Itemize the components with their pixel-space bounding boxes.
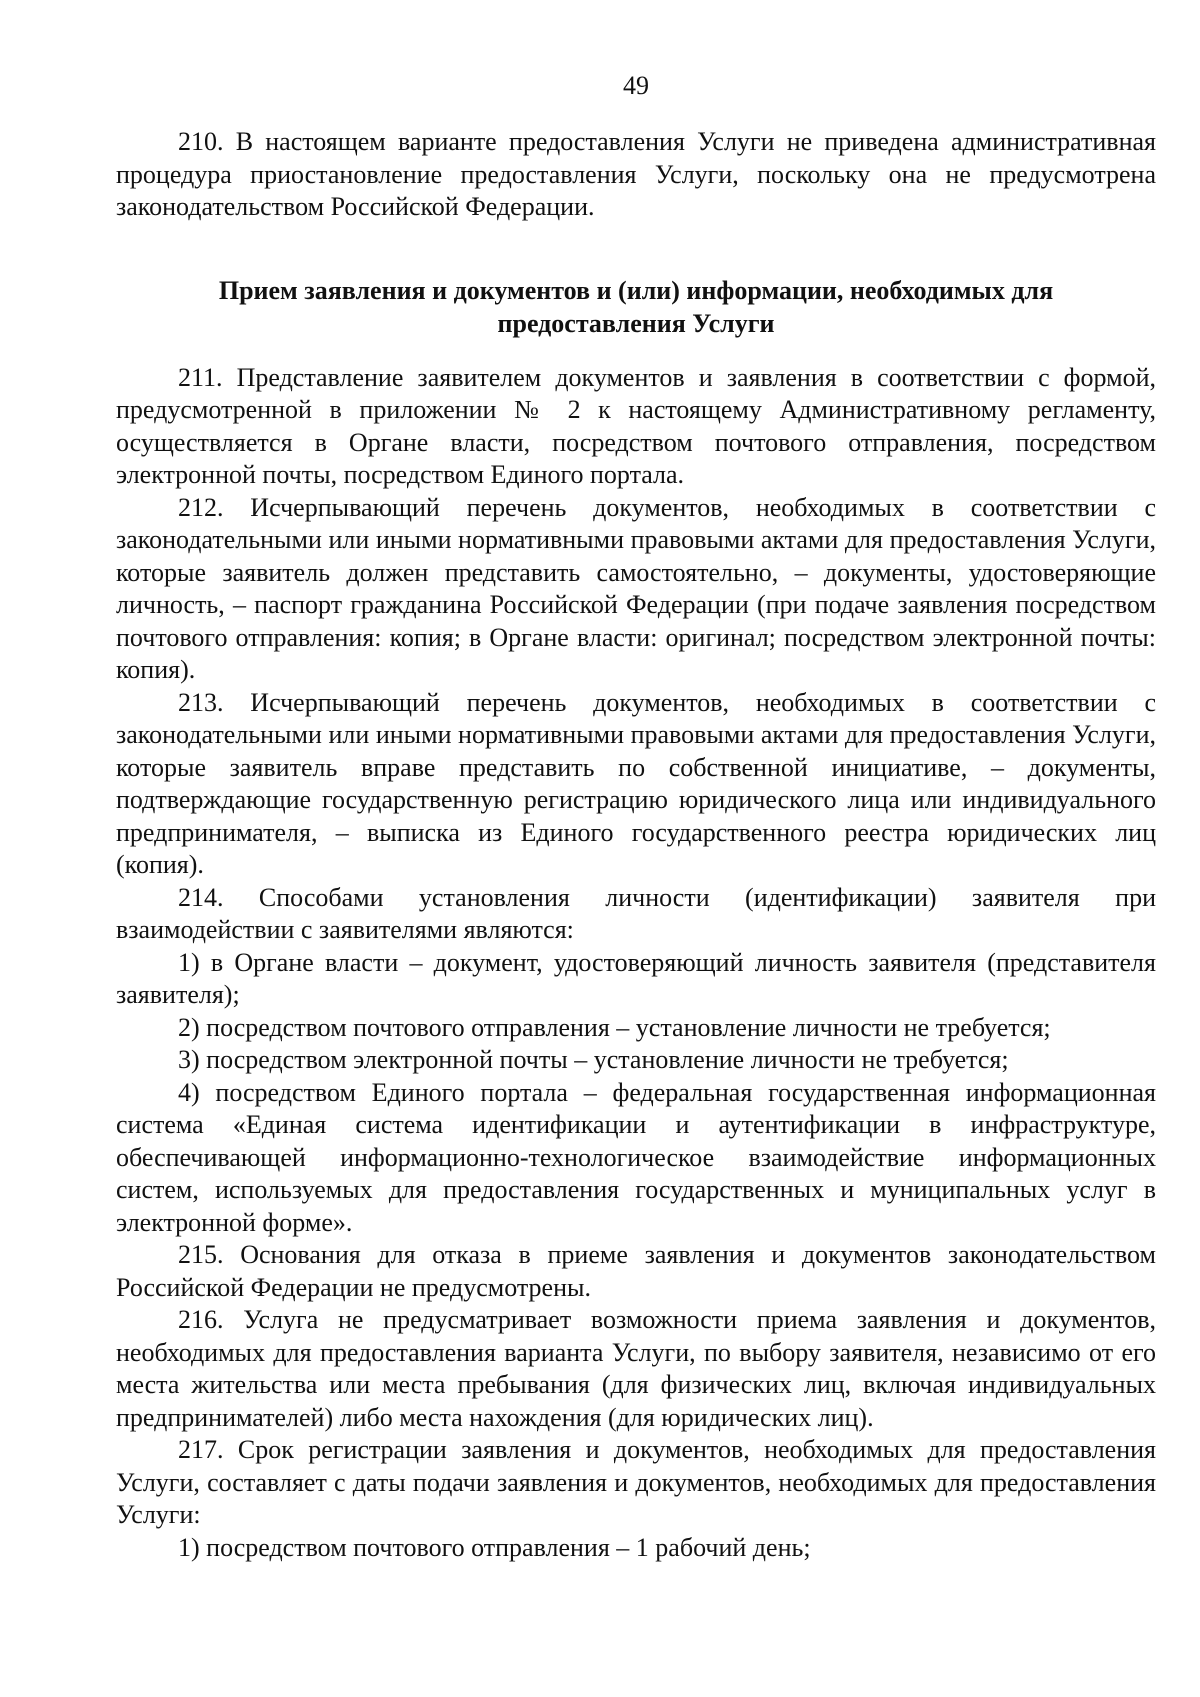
paragraph-216: 216. Услуга не предусматривает возможности приема заявления и документов, необходимых для предоставления варианта Услуги, по выбору заявителя, независимо от его места жительства или места пребывания (для физических лиц, включая индивидуальных предпринимателей) либо места нахождения (для юридических лиц). <box>116 1305 1156 1432</box>
paragraph-214-item-2: 2) посредством почтового отправления – установление личности не требуется; <box>178 1012 1051 1042</box>
section-heading <box>116 274 1156 340</box>
paragraph-212: 212. Исчерпывающий перечень документов, необходимых в соответствии с законодательными или иными нормативными правовыми актами для предоставления Услуги, которые заявитель должен представить самостоятельно, – документы, удостоверяющие личность, – паспорт гражданина Российской Федерации (при подаче заявления посредством почтового отправления: копия; в Органе власти: оригинал; посредством электронной почты: копия). <box>116 492 1156 684</box>
section-heading-line-1: Прием заявления и документов и (или) информации, необходимых для <box>218 275 1054 305</box>
paragraph-210: 210. В настоящем варианте предоставления Услуги не приведена административная процедура приостановление предоставления Услуги, поскольку она не предусмотрена законодательством Российской Федерации. <box>116 127 1156 221</box>
section-heading-line-2: предоставления Услуги <box>497 308 775 338</box>
paragraph-211: 211. Представление заявителем документов и заявления в соответствии с формой, предусмотренной в приложении № 2 к настоящему Административному регламенту, осуществляется в Органе власти, посредством почтового отправления, посредством электронной почты, посредством Единого портала. <box>116 362 1156 489</box>
paragraph-214-item-4: 4) посредством Единого портала – федеральная государственная информационная система «Единая система идентификации и аутентификации в инфраструктуре, обеспечивающей информационно-технологическое взаимодействие информационных систем, используемых для предоставления государственных и муниципальных услуг в электронной форме». <box>116 1077 1156 1237</box>
paragraph-213: 213. Исчерпывающий перечень документов, необходимых в соответствии с законодательными или иными нормативными правовыми актами для предоставления Услуги, которые заявитель вправе представить по собственной инициативе, – документы, подтверждающие государственную регистрацию юридического лица или индивидуального предпринимателя, – выписка из Единого государственного реестра юридических лиц (копия). <box>116 687 1156 879</box>
paragraph-217-item-1: 1) посредством почтового отправления – 1 рабочий день; <box>178 1532 811 1562</box>
document-page <box>116 70 1156 1564</box>
paragraph-214: 214. Способами установления личности (идентификации) заявителя при взаимодействии с заявителями являются: <box>116 882 1156 944</box>
paragraph-214-item-1: 1) в Органе власти – документ, удостоверяющий личность заявителя (представителя заявителя); <box>116 947 1156 1009</box>
paragraph-215: 215. Основания для отказа в приеме заявления и документов законодательством Российской Федерации не предусмотрены. <box>116 1240 1156 1302</box>
page-number: 49 <box>623 71 649 100</box>
paragraph-217: 217. Срок регистрации заявления и документов, необходимых для предоставления Услуги, составляет с даты подачи заявления и документов, необходимых для предоставления Услуги: <box>116 1435 1156 1529</box>
paragraph-214-item-3: 3) посредством электронной почты – установление личности не требуется; <box>178 1045 1009 1074</box>
